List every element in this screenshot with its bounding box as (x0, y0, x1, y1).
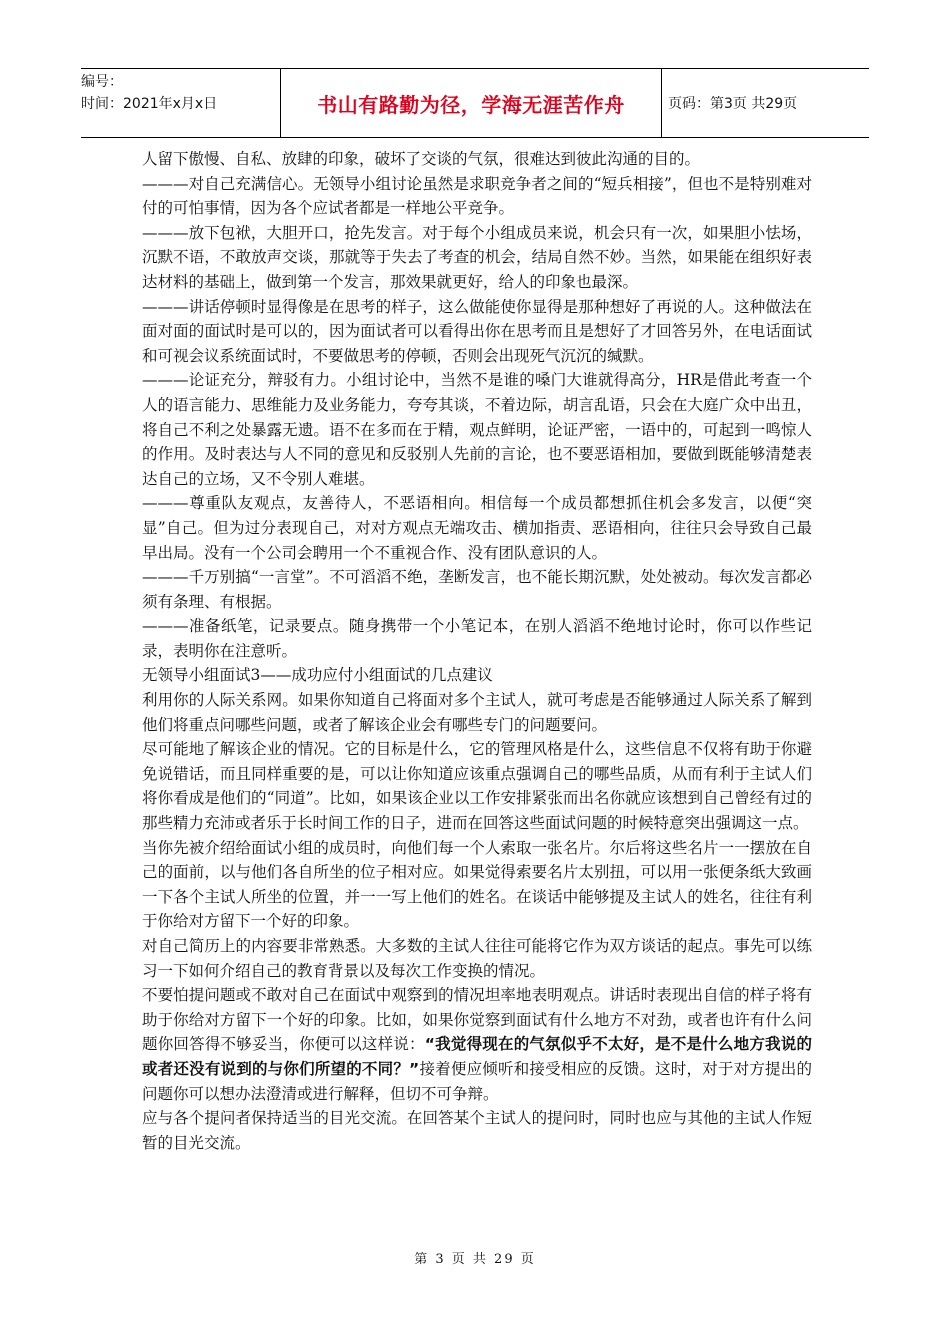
paragraph-with-quote (142, 983, 812, 1106)
page-footer: 第 3 页 共 29 页 (414, 1252, 536, 1267)
header-motto: 书山有路勤为径，学海无涯苦作舟 (280, 69, 662, 137)
paragraph: ———讲话停顿时显得像是在思考的样子，这么做能使你显得是那种想好了再说的人。这种做法在面对面的面试时是可以的，因为面试者可以看得出你在思考而且是想好了才回答另外，在电话面试和可视会议系统面试时，不要做思考的停顿，否则会出现死气沉沉的缄默。 (142, 297, 812, 365)
header-page-label: 页码：第3页 共29页 (668, 96, 798, 112)
paragraph: 尽可能地了解该企业的情况。它的目标是什么，它的管理风格是什么，这些信息不仅将有助于你避免说错话，而且同样重要的是，可以让你知道应该重点强调自己的哪些品质，从而有利于主试人们将你看成是他们的“同道”。比如，如果该企业以工作安排紧张而出名你就应该想到自己曾经有过的那些精力充沛或者乐于长时间工作的日子，进而在回答这些面试问题的时候特意突出强调这一点。 (142, 740, 812, 833)
doc-number-label: 编号： (81, 74, 123, 90)
bold-quote: “我觉得现在的气氛似乎不太好，是不是什么地方我说的或者还没有说到的与你们所望的不同？” (142, 1035, 812, 1078)
doc-date-label: 时间：2021年x月x日 (81, 96, 218, 112)
paragraph: 对自己简历上的内容要非常熟悉。大多数的主试人往往可能将它作为双方谈话的起点。事先可以练习一下如何介绍自己的教育背景以及每次工作变换的情况。 (142, 937, 812, 980)
paragraph-text: 接着便应倾听和接受相应的反馈。这时，对于对方提出的问题你可以想办法澄清或进行解释，但切不可争辩。 (142, 1059, 812, 1103)
paragraph: ———放下包袱，大胆开口，抢先发言。对于每个小组成员来说，机会只有一次，如果胆小怯场，沉默不语，不敢放声交谈，那就等于失去了考查的机会，结局自然不妙。当然，如果能在组织好表达材料的基础上，做到第一个发言，那效果就更好，给人的印象也最深。 (142, 223, 812, 291)
paragraph: ———准备纸笔，记录要点。随身携带一个小笔记本，在别人滔滔不绝地讨论时，你可以作些记录，表明你在注意听。 (142, 617, 812, 660)
paragraph: ———千万别搞“一言堂”。不可滔滔不绝，垄断发言，也不能长期沉默，处处被动。每次发言都必须有条理、有根据。 (142, 568, 812, 611)
paragraph: 人留下傲慢、自私、放肆的印象，破坏了交谈的气氛，很难达到彼此沟通的目的。 (142, 150, 701, 168)
paragraph: ———尊重队友观点，友善待人，不恶语相向。相信每一个成员都想抓住机会多发言，以便“突显”自己。但为过分表现自己，对对方观点无端攻击、横加指责、恶语相向，往往只会导致自己最早出局。没有一个公司会聘用一个不重视合作、没有团队意识的人。 (142, 494, 812, 562)
paragraph: 当你先被介绍给面试小组的成员时，向他们每一个人索取一张名片。尔后将这些名片一一摆放在自己的面前，以与他们各自所坐的位子相对应。如果觉得索要名片太别扭，可以用一张便条纸大致画一下各个主试人所坐的位置，并一一写上他们的姓名。在谈话中能够提及主试人的姓名，往往有利于你给对方留下一个好的印象。 (142, 838, 812, 931)
document-body (142, 147, 812, 1155)
section-heading: 无领导小组面试3——成功应付小组面试的几点建议 (142, 666, 493, 685)
page-header (81, 68, 869, 138)
paragraph: 利用你的人际关系网。如果你知道自己将面对多个主试人，就可考虑是否能够通过人际关系了解到他们将重点问哪些问题，或者了解该企业会有哪些专门的问题要问。 (142, 691, 812, 734)
paragraph: ———对自己充满信心。无领导小组讨论虽然是求职竞争者之间的“短兵相接”，但也不是特别难对付的可怕事情，因为各个应试者都是一样地公平竞争。 (142, 174, 812, 218)
header-meta (81, 69, 280, 137)
paragraph: 应与各个提问者保持适当的目光交流。在回答某个主试人的提问时，同时也应与其他的主试人作短暂的目光交流。 (142, 1109, 812, 1152)
paragraph: ———论证充分，辩驳有力。小组讨论中，当然不是谁的嗓门大谁就得高分，HR是借此考查一个人的语言能力、思维能力及业务能力，夸夸其谈，不着边际，胡言乱语，只会在大庭广众中出丑，将自己不利之处暴露无遗。语不在多而在于精，观点鲜明，论证严密，一语中的，可起到一鸣惊人的作用。及时表达与人不同的意见和反驳别人先前的言论，也不要恶语相加，要做到既能够清楚表达自己的立场，又不令别人难堪。 (142, 371, 812, 488)
paragraph-text: 不要怕提问题或不敢对自己在面试中观察到的情况坦率地表明观点。讲话时表现出自信的样子将有助于你给对方留下一个好的印象。比如，如果你觉察到面试有什么地方不对劲，或者也许有什么问题你回答得不够妥当，你便可以这样说： (142, 986, 812, 1054)
